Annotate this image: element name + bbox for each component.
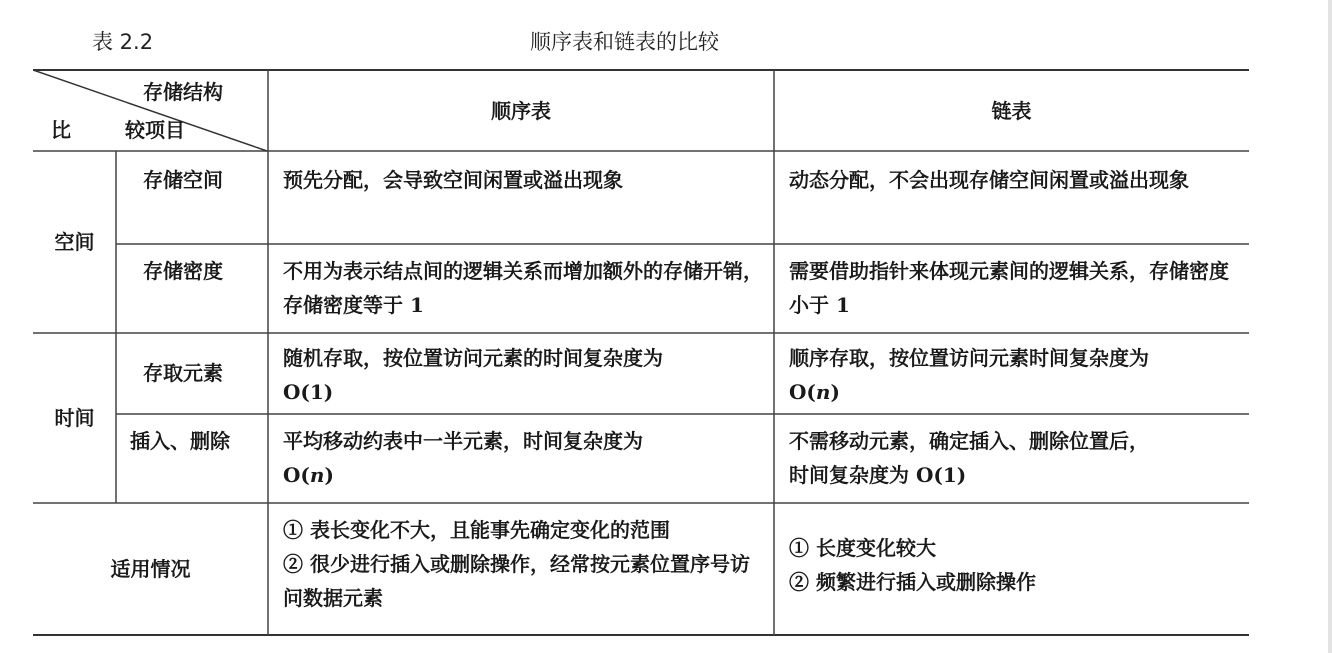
row-label-access: 存取元素 (143, 361, 223, 385)
cell-seq-access (283, 341, 765, 409)
column-header-sequential-list: 顺序表 (491, 98, 551, 123)
cell-seq-usage-item1: ① 表长变化不大，且能事先确定变化的范围 (283, 518, 670, 542)
cell-link-storage-space: 动态分配，不会出现存储空间闲置或溢出现象 (789, 168, 1189, 192)
cell-seq-insert-delete (283, 424, 765, 492)
cell-seq-access-line1: 随机存取，按位置访问元素的时间复杂度为 (283, 346, 663, 370)
row-label-usage: 适用情况 (110, 557, 191, 581)
cell-link-access (789, 341, 1239, 409)
header-compare-label-b: 较项目 (125, 118, 185, 142)
cell-link-usage (789, 531, 1239, 599)
comparison-table (33, 69, 1249, 637)
header-compare-label-a: 比 (51, 118, 71, 142)
cell-link-access-line1: 顺序存取，按位置访问元素时间复杂度为 (789, 346, 1149, 370)
cell-link-usage-item2: ② 频繁进行插入或删除操作 (789, 570, 1036, 594)
page-edge (1328, 0, 1332, 653)
column-header-linked-list: 链表 (991, 98, 1032, 123)
cell-seq-insert-delete-line1: 平均移动约表中一半元素，时间复杂度为 (283, 429, 643, 453)
row-label-storage-space: 存储空间 (143, 168, 223, 192)
table-number: 表 2.2 (92, 30, 154, 54)
cell-link-access-line2: O(n) (789, 380, 840, 404)
group-label-space: 空间 (54, 230, 95, 254)
cell-seq-storage-density: 不用为表示结点间的逻辑关系而增加额外的存储开销，存储密度等于 1 (283, 259, 763, 317)
cell-seq-usage-item2: ② 很少进行插入或删除操作，经常按元素位置序号访问数据元素 (283, 552, 750, 610)
cell-seq-storage-space: 预先分配，会导致空间闲置或溢出现象 (283, 168, 623, 192)
cell-link-insert-delete-line1: 不需移动元素，确定插入、删除位置后， (789, 429, 1149, 453)
cell-seq-access-line2: O(1) (283, 380, 334, 404)
cell-link-usage-item1: ① 长度变化较大 (789, 536, 936, 560)
group-label-time: 时间 (54, 406, 95, 430)
cell-link-insert-delete-line2: 时间复杂度为 O(1) (789, 463, 967, 487)
row-label-storage-density: 存储密度 (143, 259, 223, 283)
cell-link-storage-density: 需要借助指针来体现元素间的逻辑关系，存储密度小于 1 (789, 259, 1229, 317)
table-title: 顺序表和链表的比较 (530, 30, 719, 54)
cell-seq-usage (283, 513, 765, 615)
row-label-insert-delete: 插入、删除 (130, 429, 230, 453)
cell-link-insert-delete (789, 424, 1239, 492)
cell-seq-insert-delete-line2: O(n) (283, 463, 334, 487)
header-structure-label: 存储结构 (143, 80, 223, 104)
